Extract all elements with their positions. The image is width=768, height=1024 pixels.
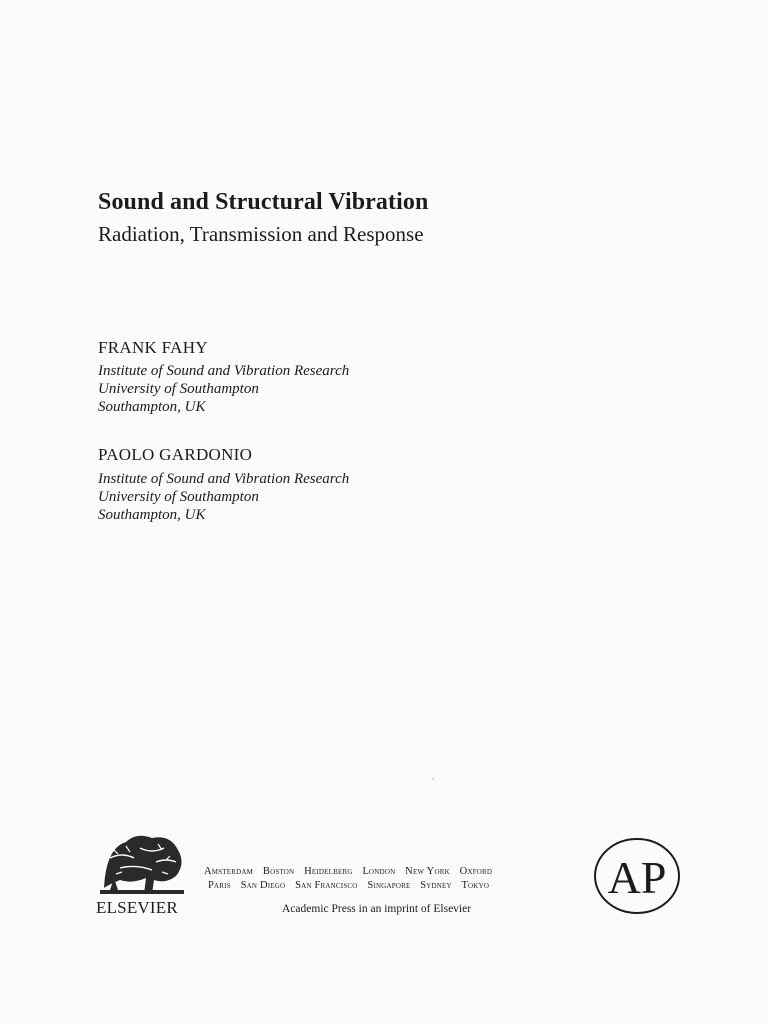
publisher-cities-row <box>208 880 496 891</box>
affiliation-line: Southampton, UK <box>98 507 206 523</box>
city-name: Oxford <box>459 866 493 877</box>
city-name: Amsterdam <box>204 866 254 877</box>
author-name: FRANK FAHY <box>98 338 208 357</box>
city-name: Singapore <box>367 880 411 891</box>
city-name: New York <box>405 866 450 877</box>
imprint-statement: Academic Press in an imprint of Elsevier <box>282 903 472 915</box>
author-name: PAOLO GARDONIO <box>98 445 253 464</box>
book-title: Sound and Structural Vibration <box>98 189 429 215</box>
affiliation-line: Institute of Sound and Vibration Research <box>98 471 350 487</box>
city-name: Boston <box>262 866 295 877</box>
affiliation-line: University of Southampton <box>98 489 259 505</box>
book-subtitle: Radiation, Transmission and Response <box>98 222 424 246</box>
city-name: Paris <box>208 880 231 891</box>
elsevier-wordmark: ELSEVIER <box>96 898 178 917</box>
city-name: Tokyo <box>461 880 490 891</box>
elsevier-tree-logo-icon <box>96 828 188 898</box>
affiliation-line: Southampton, UK <box>98 399 206 415</box>
ap-logo-text: AP <box>607 852 667 903</box>
city-name: Sydney <box>420 880 452 891</box>
academic-press-logo-icon <box>592 836 682 916</box>
city-name: San Francisco <box>295 880 358 891</box>
city-name: London <box>362 866 396 877</box>
affiliation-line: University of Southampton <box>98 381 259 397</box>
city-name: Heidelberg <box>304 866 353 877</box>
scan-speck: , <box>432 772 434 781</box>
author-affiliation <box>98 362 349 416</box>
affiliation-line: Institute of Sound and Vibration Research <box>98 363 350 379</box>
author-affiliation <box>98 470 349 524</box>
city-name: San Diego <box>240 880 286 891</box>
publisher-cities-row <box>204 866 499 877</box>
